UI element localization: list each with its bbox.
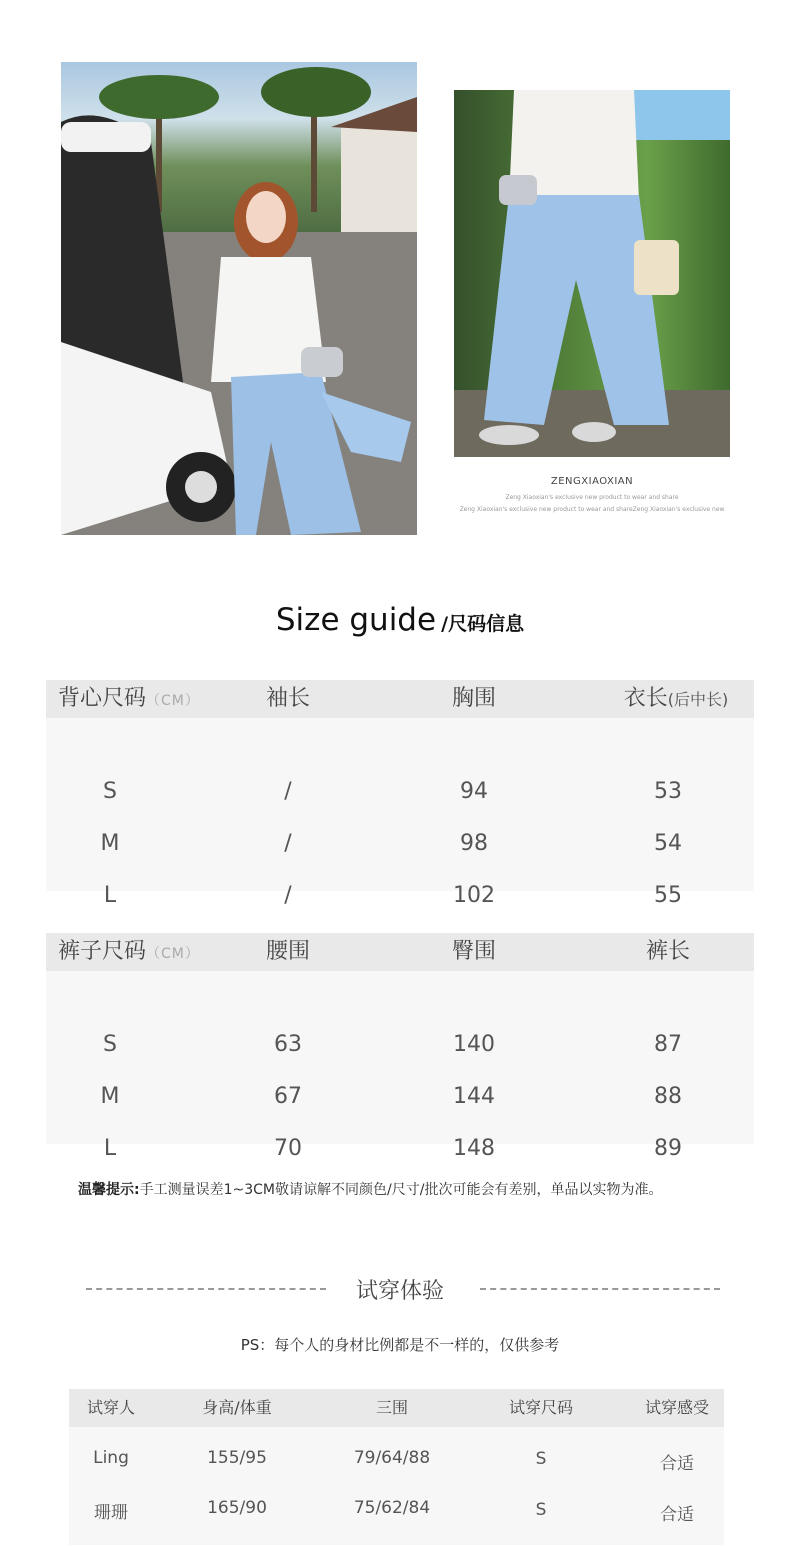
header-length-label: 衣长 [623, 686, 668, 711]
header-length-note: (后中长) [667, 690, 729, 709]
header-length [606, 680, 746, 719]
header-tried-size: 试穿尺码 [508, 1398, 573, 1417]
header-size [58, 680, 200, 720]
table-body [46, 971, 754, 1161]
table-header [46, 933, 754, 971]
table-header [46, 680, 754, 718]
top-size-table [46, 680, 754, 908]
pants-size-table [46, 933, 754, 1161]
table-cell: S [535, 1449, 547, 1469]
table-cell: 67 [274, 1084, 302, 1109]
table-cell: 148 [453, 1136, 495, 1161]
brand-tagline: Zeng Xiaoxian's exclusive new product to wear and share [505, 494, 679, 501]
table-cell: 144 [453, 1084, 495, 1109]
table-cell-size: M [100, 1084, 120, 1109]
table-header [69, 1389, 724, 1427]
table-cell: 55 [654, 883, 682, 908]
table-cell: 89 [654, 1136, 682, 1161]
table-cell: 54 [654, 831, 682, 856]
header-pants-length: 裤长 [645, 939, 690, 964]
table-cell: 70 [274, 1136, 302, 1161]
table-body [46, 718, 754, 908]
table-cell: Ling [93, 1448, 129, 1468]
model-photo-right [454, 90, 730, 457]
table-cell: 合适 [660, 1454, 694, 1474]
brand-tagline-repeat: Zeng Xiaoxian's exclusive new product to wear and shareZeng Xiaoxian's exclusive new [459, 506, 725, 513]
header-measurements: 三围 [375, 1398, 408, 1417]
table-cell: 合适 [660, 1505, 694, 1525]
table-cell: 155/95 [207, 1448, 267, 1468]
fitting-section-title [0, 1274, 800, 1304]
model-photo-left [61, 62, 417, 535]
divider-left [86, 1288, 326, 1290]
header-hip: 臀围 [451, 939, 496, 964]
header-unit: （CM） [146, 946, 200, 962]
size-guide-title-en: Size guide [275, 602, 437, 638]
table-body [69, 1427, 724, 1545]
header-size [58, 933, 200, 973]
table-cell: 79/64/88 [353, 1448, 431, 1468]
brand-name: ZENGXIAOXIAN [550, 476, 634, 487]
divider-right [480, 1288, 720, 1290]
header-size-label: 裤子尺码 [58, 939, 147, 964]
header-unit: （CM） [146, 693, 200, 709]
header-height-weight: 身高/体重 [202, 1398, 272, 1417]
header-waist: 腰围 [265, 939, 310, 964]
table-cell-size: S [103, 1032, 117, 1057]
table-cell: / [284, 831, 292, 856]
table-cell: 珊珊 [94, 1503, 128, 1523]
fitting-note: PS：每个人的身材比例都是不一样的，仅供参考 [240, 1336, 560, 1354]
table-cell: 53 [654, 779, 682, 804]
table-cell: / [284, 883, 292, 908]
measurement-tip [78, 1179, 662, 1199]
table-cell: 94 [460, 779, 488, 804]
header-chest: 胸围 [451, 686, 496, 711]
model-photo-right-illustration [454, 90, 730, 457]
tip-text: 手工测量误差1~3CM敬请谅解不同颜色/尺寸/批次可能会有差别，单品以实物为准。 [139, 1182, 663, 1198]
table-cell: 98 [460, 831, 488, 856]
table-cell-size: S [103, 779, 117, 804]
header-sleeve: 袖长 [265, 686, 310, 711]
table-cell: 88 [654, 1084, 682, 1109]
header-feeling: 试穿感受 [644, 1398, 709, 1417]
table-cell: 140 [453, 1032, 495, 1057]
table-cell: 87 [654, 1032, 682, 1057]
table-cell: 165/90 [207, 1498, 267, 1518]
table-cell: 75/62/84 [353, 1498, 431, 1518]
table-cell-size: L [103, 1136, 117, 1161]
header-tester: 试穿人 [86, 1398, 135, 1417]
table-cell: / [284, 779, 292, 804]
size-guide-title-zh: /尺码信息 [441, 613, 525, 635]
fitting-table [69, 1389, 724, 1545]
size-guide-title [0, 602, 800, 638]
header-size-label: 背心尺码 [58, 686, 147, 711]
model-photo-left-illustration [61, 62, 417, 535]
table-cell: S [535, 1500, 547, 1520]
table-cell-size: L [103, 883, 117, 908]
tip-label: 温馨提示: [78, 1182, 140, 1198]
table-cell-size: M [100, 831, 120, 856]
table-cell: 102 [453, 883, 495, 908]
fitting-title: 试穿体验 [355, 1279, 444, 1304]
table-cell: 63 [274, 1032, 302, 1057]
